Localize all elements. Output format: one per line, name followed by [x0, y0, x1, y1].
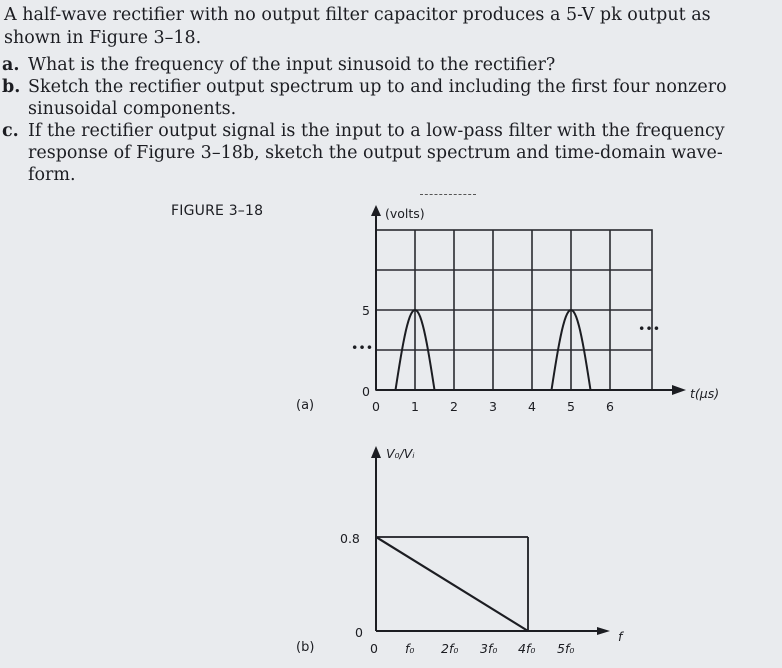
part-letter: b.: [2, 77, 21, 97]
panel-a-x-arrow: [672, 385, 686, 395]
panel-b-x-ticks: [370, 641, 574, 656]
x-tick: f₀: [405, 641, 415, 656]
panel-b-y-arrow: [371, 446, 381, 458]
panel-a-ellipsis-right: •••: [638, 321, 661, 336]
x-tick: 4f₀: [518, 641, 536, 656]
panel-a-ellipsis-left: •••: [351, 340, 374, 355]
part-text: If the rectifier output signal is the input to a low-pass filter with the frequency response of Figure 3–18b, sketch the output spectrum and time-domain wave-form.: [28, 121, 725, 185]
response-line: [376, 537, 528, 631]
x-tick: 5f₀: [557, 641, 575, 656]
x-tick: 3f₀: [480, 641, 498, 656]
panel-a-x-ticks: [372, 399, 614, 414]
x-tick: 2: [450, 399, 458, 414]
part-letter: c.: [2, 121, 19, 141]
panel-b-x-label: f: [618, 629, 623, 644]
panel-a-axes: [376, 212, 675, 390]
x-tick: 3: [489, 399, 497, 414]
panel-b-y-label: V₀/Vᵢ: [386, 446, 415, 461]
panel-b-x-arrow: [597, 627, 610, 635]
panel-a-y-tick-5: 5: [362, 303, 370, 318]
x-tick: 0: [370, 641, 378, 656]
panel-a-grid: [376, 230, 652, 390]
problem-intro: A half-wave rectifier with no output filter capacitor produces a 5-V pk output as shown in Figure 3–18.: [4, 5, 711, 48]
x-tick: 1: [411, 399, 419, 414]
panel-a-y-label: (volts): [385, 206, 425, 221]
x-tick: 6: [606, 399, 614, 414]
part-text: What is the frequency of the input sinusoid to the rectifier?: [28, 55, 556, 75]
panel-a-x-label: t(μs): [690, 386, 720, 401]
x-tick: 2f₀: [441, 641, 459, 656]
panel-b-y-tick-0: 0: [355, 625, 363, 640]
panel-a-y-tick-0: 0: [362, 384, 370, 399]
part-letter: a.: [2, 55, 20, 75]
x-tick: 4: [528, 399, 536, 414]
figure-title: FIGURE 3–18: [171, 203, 264, 219]
panel-b-y-tick-08: 0.8: [340, 531, 360, 546]
panel-b-axes: [376, 455, 600, 631]
panel-b-label: (b): [296, 640, 315, 655]
part-text: Sketch the rectifier output spectrum up to and including the first four nonzero sinusoidal components.: [28, 77, 727, 119]
x-tick: 5: [567, 399, 575, 414]
panel-a-y-arrow: [371, 205, 381, 216]
panel-a-label: (a): [296, 398, 315, 413]
x-tick: 0: [372, 399, 380, 414]
